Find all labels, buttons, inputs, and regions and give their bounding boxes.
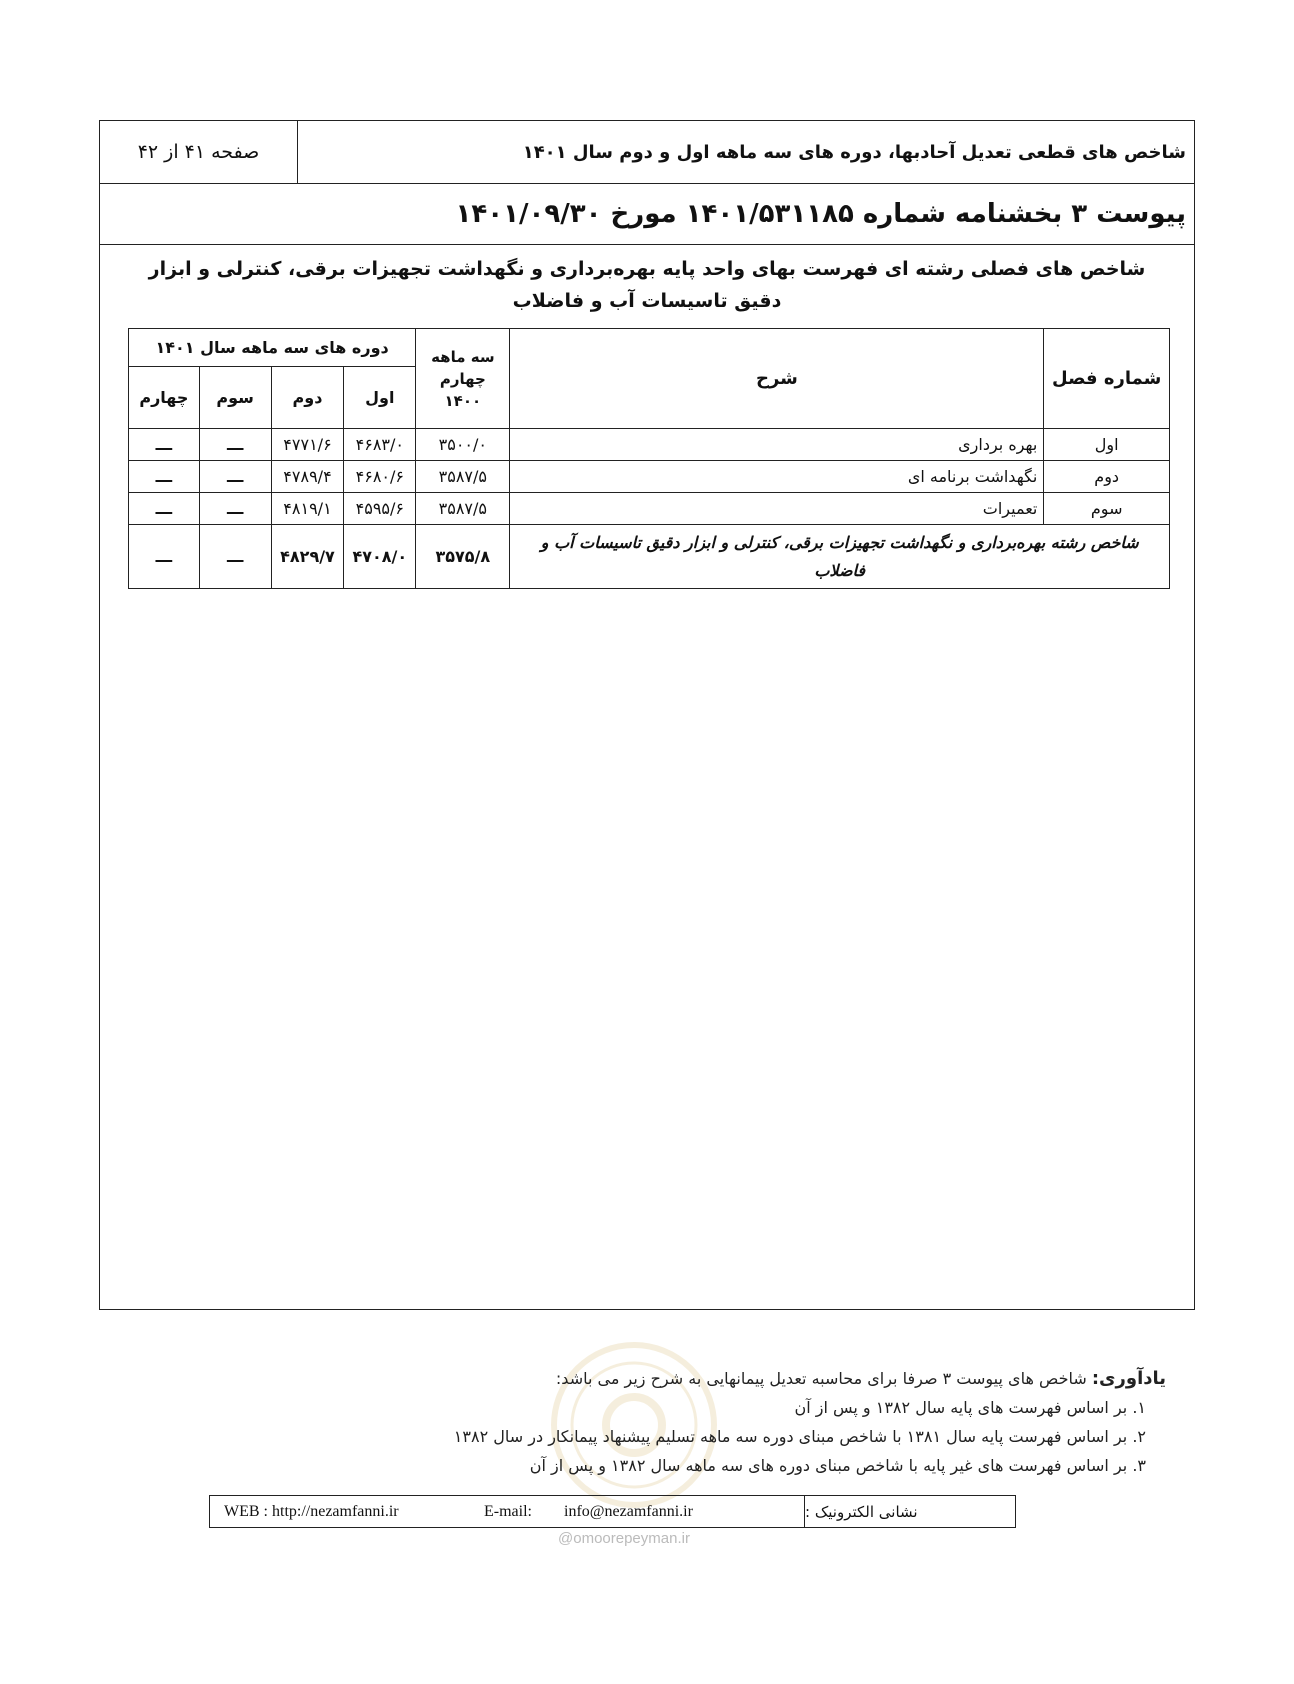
description-cell: نگهداشت برنامه ای [510, 461, 1044, 493]
q4-1400-cell: ۳۵۸۷/۵ [416, 461, 510, 493]
first-cell: ۴۶۸۳/۰ [344, 429, 416, 461]
q4-1400-header: سه ماهه چهارم ۱۴۰۰ [416, 329, 510, 429]
summary-q4-1400: ۳۵۷۵/۸ [416, 525, 510, 589]
first-cell: ۴۶۸۰/۶ [344, 461, 416, 493]
table-header-row [129, 329, 1170, 367]
table-row [129, 429, 1170, 461]
fourth-cell: ـــ [129, 461, 200, 493]
summary-second: ۴۸۲۹/۷ [271, 525, 344, 589]
section-title: شاخص های فصلی رشته ای فهرست بهای واحد پایه بهره‌برداری و نگهداشت تجهیزات برقی، کنترلی و ابزار دقیق تاسیسات آب و فاضلاب [148, 258, 1146, 312]
first-cell: ۴۵۹۵/۶ [344, 493, 416, 525]
list-item: ۳. بر اساس فهرست های غیر پایه با شاخص مبنای دوره های سه ماهه سال ۱۳۸۲ و پس از آن [529, 1456, 1146, 1475]
summary-first: ۴۷۰۸/۰ [344, 525, 416, 589]
header-row [100, 121, 1194, 184]
document-title: شاخص های قطعی تعدیل آحادبها، دوره های سه ماهه اول و دوم سال ۱۴۰۱ [522, 141, 1186, 163]
fourth-cell: ـــ [129, 429, 200, 461]
second-cell: ۴۷۷۱/۶ [271, 429, 344, 461]
contact-label: نشانی الکترونیک : [804, 1496, 1015, 1527]
fourth-quarter-header: چهارم [129, 367, 200, 429]
contact-box [209, 1495, 1016, 1528]
circular-reference: پیوست ۳ بخشنامه شماره ۱۴۰۱/۵۳۱۱۸۵ مورخ ۱۴۰۱/۰۹/۳۰ [100, 184, 1194, 245]
description-cell: بهره برداری [510, 429, 1044, 461]
website-link[interactable]: WEB : http://nezamfanni.ir [224, 1502, 399, 1520]
chapter-cell: اول [1044, 429, 1170, 461]
fourth-cell: ـــ [129, 493, 200, 525]
second-cell: ۴۷۸۹/۴ [271, 461, 344, 493]
summary-row [129, 525, 1170, 589]
first-quarter-header: اول [344, 367, 416, 429]
list-item: ۱. بر اساس فهرست های پایه سال ۱۳۸۲ و پس از آن [794, 1398, 1146, 1417]
chapter-cell: دوم [1044, 461, 1170, 493]
reminder-block [454, 1364, 1166, 1480]
table-row [129, 493, 1170, 525]
summary-third: ـــ [199, 525, 271, 589]
second-cell: ۴۸۱۹/۱ [271, 493, 344, 525]
description-header: شرح [510, 329, 1044, 429]
q4-1400-cell: ۳۵۸۷/۵ [416, 493, 510, 525]
index-table [128, 328, 1170, 589]
email-label: E-mail: [484, 1502, 532, 1520]
third-cell: ـــ [199, 493, 271, 525]
page-frame [99, 120, 1195, 1310]
second-quarter-header: دوم [271, 367, 344, 429]
watermark-text: @omoorepeyman.ir [558, 1530, 690, 1547]
reminder-list [454, 1393, 1166, 1480]
third-cell: ـــ [199, 461, 271, 493]
summary-fourth: ـــ [129, 525, 200, 589]
page-number: صفحه ۴۱ از ۴۲ [100, 121, 298, 183]
email-link[interactable]: info@nezamfanni.ir [564, 1502, 693, 1520]
third-cell: ـــ [199, 429, 271, 461]
periods-1401-header: دوره های سه ماهه سال ۱۴۰۱ [129, 329, 416, 367]
reminder-intro: شاخص های پیوست ۳ صرفا برای محاسبه تعدیل پیمانهایی به شرح زیر می باشد: [555, 1369, 1087, 1388]
description-cell: تعمیرات [510, 493, 1044, 525]
summary-description: شاخص رشته بهره‌برداری و نگهداشت تجهیزات برقی، کنترلی و ابزار دقیق تاسیسات آب و فاضلاب [510, 525, 1170, 589]
list-item: ۲. بر اساس فهرست پایه سال ۱۳۸۱ با شاخص مبنای دوره سه ماهه تسلیم پیشنهاد پیمانکار در سال ۱۳۸۲ [453, 1427, 1146, 1446]
chapter-cell: سوم [1044, 493, 1170, 525]
q4-1400-cell: ۳۵۰۰/۰ [416, 429, 510, 461]
reminder-lead: یادآوری: [1091, 1368, 1166, 1389]
third-quarter-header: سوم [199, 367, 271, 429]
table-row [129, 461, 1170, 493]
chapter-number-header: شماره فصل [1044, 329, 1170, 429]
